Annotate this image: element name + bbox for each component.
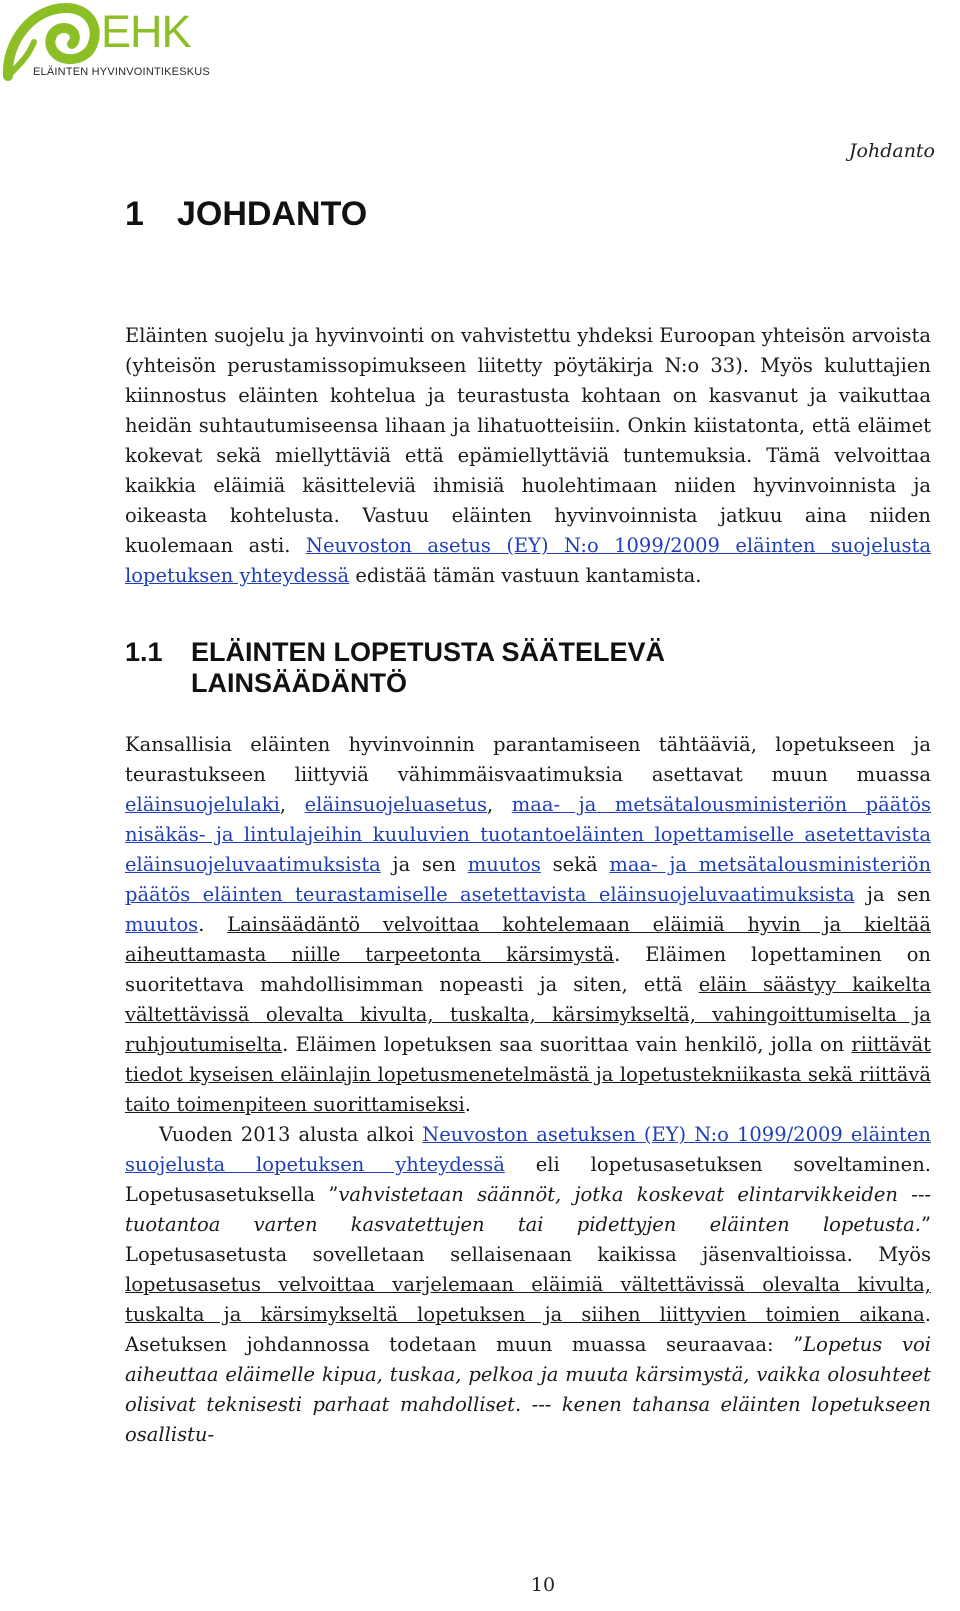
quote-text: vahvistetaan säännöt, jotka koskevat elintarvikkeiden --- tuotantoa varten kasvatettujen tai pidettyjen eläinten lopetusta. (125, 1183, 931, 1236)
text-run: , (279, 793, 305, 816)
section-number: 1.1 (125, 637, 163, 667)
logo-subtitle: ELÄINTEN HYVINVOINTIKESKUS (33, 66, 210, 78)
text-run: . Eläimen lopetuksen saa suorittaa vain henkilö, jolla on (282, 1033, 852, 1056)
chapter-title (125, 195, 367, 234)
regulation-link[interactable]: Neuvoston asetus (EY) N:o 1099/2009 eläinten suojelusta lopetuksen yhteydessä (125, 534, 931, 587)
page-number: 10 (530, 1574, 556, 1596)
underlined-text: lopetusasetus velvoittaa varjelemaan eläimiä vältettävissä olevalta kivulta, tuskalta ja kärsimykseltä lopetuksen ja siihen liittyvien toimien aikana (125, 1273, 931, 1326)
text-run: Kansallisia eläinten hyvinvoinnin parantamiseen tähtääviä, lopetukseen ja teurastukseen liittyviä vähimmäisvaatimuksia asettavat muun muassa (125, 733, 931, 786)
text-run: eli lopetusasetuksen soveltaminen. Lopetusasetuksella ” (125, 1153, 931, 1206)
chapter-number: 1 (125, 195, 144, 233)
section-body (125, 730, 931, 1450)
intro-text: Eläinten suojelu ja hyvinvointi on vahvistettu yhdeksi Euroopan yhteisön arvoista (yhteisön perustamissopimukseen liitetty pöytäkirja N:o 33). Myös kuluttajien kiinnostus eläinten kohtelua ja teurastusta kohtaan on kasvanut ja vaikuttaa heidän suhtautumiseensa lihaan ja lihatuotteisiin. Onkin kiistatonta, että eläimet kokevat sekä miellyttäviä että epämiellyttäviä tuntemuksia. Tämä velvoittaa kaikkia eläimiä käsitteleviä ihmisiä huolehtimaan niiden hyvinvoinnista ja oikeasta kohtelusta. Vastuu eläinten hyvinvoinnista jatkuu aina niiden kuolemaan asti. (125, 324, 931, 557)
intro-after: edistää tämän vastuun kantamista. (349, 564, 702, 587)
text-run: sekä (540, 853, 610, 876)
running-header: Johdanto (848, 140, 935, 162)
paragraph-regulation (125, 1120, 931, 1450)
underlined-text: eläin säästyy kaikelta vältettävissä olevalta kivulta, tuskalta, kärsimykseltä, vahingoittumiselta ja ruhjoutumiselta (125, 973, 931, 1056)
ministry-decision-slaughter-link[interactable]: maa- ja metsätalousministeriön päätös eläinten teurastamiselle asetettavista eläinsuojeluvaatimuksista (125, 853, 932, 906)
section-title: ELÄINTEN LOPETUSTA SÄÄTELEVÄ LAINSÄÄDÄNTÖ (191, 637, 666, 698)
underlined-text: Lainsäädäntö velvoittaa kohtelemaan eläimiä hyvin ja kieltää aiheuttamasta niille tarpeetonta kärsimystä (125, 913, 931, 966)
text-run: ja sen (854, 883, 931, 906)
intro-paragraph (125, 321, 931, 591)
text-run: . (464, 1093, 471, 1116)
text-run: . Eläimen lopettaminen on suoritettava mahdollisimman nopeasti ja siten, että (125, 943, 931, 996)
chapter-title-text: JOHDANTO (177, 195, 368, 233)
logo (0, 0, 230, 90)
text-run: ja sen (380, 853, 468, 876)
animal-welfare-decree-link[interactable]: eläinsuojeluasetus (304, 793, 488, 816)
text-run: . (198, 913, 228, 936)
logo-title: EHK (101, 6, 191, 57)
text-run: Vuoden 2013 alusta alkoi (159, 1123, 423, 1146)
quote-text: Lopetus voi aiheuttaa eläimelle kipua, tuskaa, pelkoa ja muuta kärsimystä, vaikka olosuhteet olisivat teknisesti parhaat mahdolliset. --- kenen tahansa eläinten lopetukseen osallistu- (125, 1333, 931, 1446)
ministry-decision-killing-link[interactable]: maa- ja metsätalousministeriön päätös nisäkäs- ja lintulajeihin kuuluvien tuotantoeläinten lopettamiselle asetettavista eläinsuojeluvaatimuksista (125, 793, 931, 876)
amendment-link-1[interactable]: muutos (467, 853, 541, 876)
text-run: . Asetuksen johdannossa todetaan muun muassa seuraavaa: ” (125, 1303, 931, 1356)
regulation-link-2[interactable]: Neuvoston asetuksen (EY) N:o 1099/2009 eläinten suojelusta lopetuksen yhteydessä (125, 1123, 931, 1176)
amendment-link-2[interactable]: muutos (125, 913, 199, 936)
paragraph-legislation (125, 733, 931, 1116)
animal-welfare-act-link[interactable]: eläinsuojelulaki (125, 793, 280, 816)
text-run: ” Lopetusasetusta sovelletaan sellaisenaan kaikissa jäsenvaltioissa. Myös (125, 1213, 931, 1266)
underlined-text: riittävät tiedot kyseisen eläinlajin lopetusmenetelmästä ja lopetustekniikasta sekä riittävä taito toimenpiteen suorittamiseksi (125, 1033, 931, 1116)
text-run: , (487, 793, 512, 816)
